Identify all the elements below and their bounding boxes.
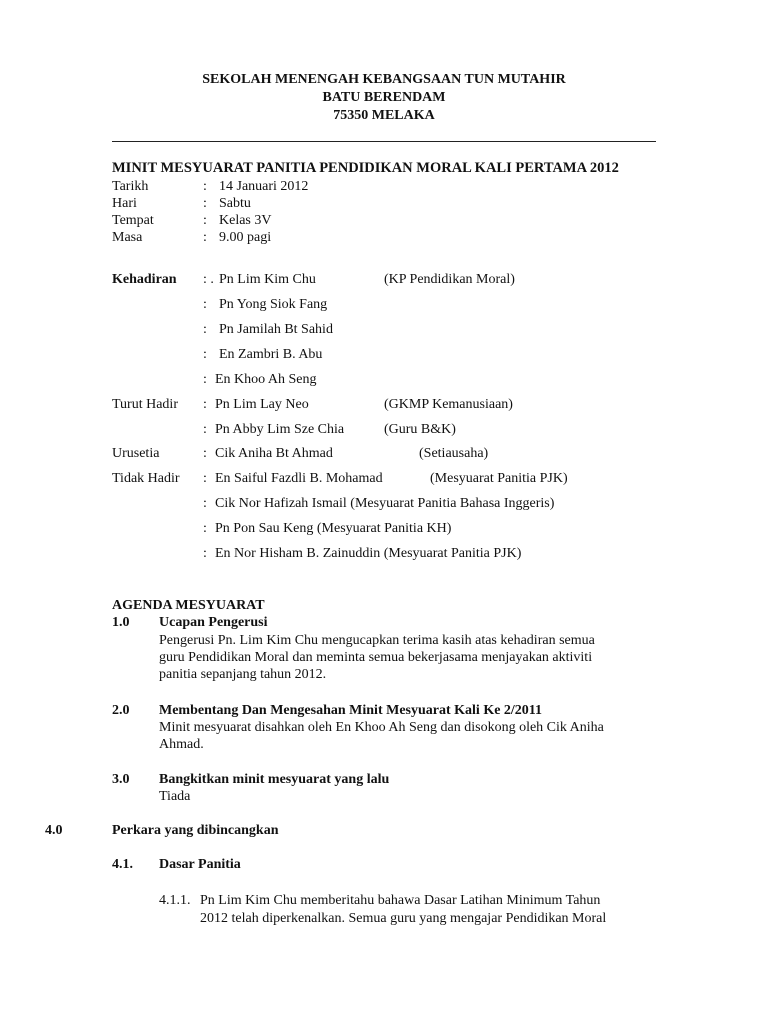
attendee-separator: : [203, 422, 207, 437]
agenda-subnumber: 4.1. [112, 857, 133, 872]
agenda-text-line: Pn Lim Kim Chu memberitahu bahawa Dasar Latihan Minimum Tahun [200, 893, 601, 908]
attendee-separator: : . [203, 272, 214, 287]
absentee-separator: : [203, 471, 207, 486]
attendee-separator: : [203, 372, 207, 387]
info-label: Tarikh [112, 179, 149, 194]
attendee-separator: : [203, 347, 207, 362]
info-label: Hari [112, 196, 137, 211]
absentee-name: En Saiful Fazdli B. Mohamad [215, 471, 383, 486]
school-postcode: 75350 MELAKA [333, 108, 435, 123]
attendee-role: (GKMP Kemanusiaan) [384, 397, 513, 412]
school-name: SEKOLAH MENENGAH KEBANGSAAN TUN MUTAHIR [202, 72, 566, 87]
absentee-separator: : [203, 496, 207, 511]
kehadiran-label: Kehadiran [112, 272, 177, 287]
attendee-name: Pn Abby Lim Sze Chia [215, 422, 345, 437]
attendee-separator: : [203, 297, 207, 312]
attendee-separator: : [203, 322, 207, 337]
attendee-name: En Zambri B. Abu [219, 347, 323, 362]
absentee-separator: : [203, 521, 207, 536]
attendee-name: En Khoo Ah Seng [215, 372, 317, 387]
header-divider [112, 141, 656, 142]
info-separator: : [203, 179, 207, 194]
agenda-number: 2.0 [112, 703, 130, 718]
tidak-hadir-label: Tidak Hadir [112, 471, 180, 486]
attendee-name: Pn Lim Lay Neo [215, 397, 309, 412]
agenda-text-line: panitia sepanjang tahun 2012. [159, 667, 327, 682]
agenda-text-line: guru Pendidikan Moral dan meminta semua bekerjasama menjayakan aktiviti [159, 650, 593, 665]
info-separator: : [203, 230, 207, 245]
agenda-text-line: Pengerusi Pn. Lim Kim Chu mengucapkan terima kasih atas kehadiran semua [159, 633, 595, 648]
agenda-title: Membentang Dan Mengesahan Minit Mesyuarat Kali Ke 2/2011 [159, 703, 543, 718]
agenda-text-line: Tiada [159, 789, 191, 804]
agenda-subsubnumber: 4.1.1. [159, 893, 191, 908]
info-label: Masa [112, 230, 143, 245]
attendee-name: Pn Yong Siok Fang [219, 297, 328, 312]
agenda-text-line: Ahmad. [159, 737, 204, 752]
info-value: Sabtu [219, 196, 251, 211]
agenda-number: 4.0 [45, 823, 63, 838]
info-separator: : [203, 196, 207, 211]
agenda-title: Perkara yang dibincangkan [112, 823, 279, 838]
attendee-role: (Setiausaha) [419, 446, 489, 461]
turut-hadir-label: Turut Hadir [112, 397, 178, 412]
agenda-heading: AGENDA MESYUARAT [112, 598, 265, 613]
document-title: MINIT MESYUARAT PANITIA PENDIDIKAN MORAL KALI PERTAMA 2012 [112, 160, 619, 176]
attendee-name: Pn Lim Kim Chu [219, 272, 316, 287]
info-label: Tempat [112, 213, 154, 228]
absentee-reason: (Mesyuarat Panitia PJK) [430, 471, 568, 486]
absentee-name: Cik Nor Hafizah Ismail (Mesyuarat Panitia Bahasa Inggeris) [215, 496, 555, 511]
agenda-text-line: Minit mesyuarat disahkan oleh En Khoo Ah Seng dan disokong oleh Cik Aniha [159, 720, 604, 735]
agenda-number: 3.0 [112, 772, 130, 787]
info-separator: : [203, 213, 207, 228]
info-value: 9.00 pagi [219, 230, 272, 245]
absentee-separator: : [203, 546, 207, 561]
agenda-title: Ucapan Pengerusi [159, 615, 268, 630]
attendee-role: (KP Pendidikan Moral) [384, 272, 515, 287]
info-value: 14 Januari 2012 [219, 179, 309, 194]
attendee-name: Cik Aniha Bt Ahmad [215, 446, 333, 461]
absentee-name: En Nor Hisham B. Zainuddin (Mesyuarat Panitia PJK) [215, 546, 522, 561]
info-value: Kelas 3V [219, 213, 272, 228]
absentee-name: Pn Pon Sau Keng (Mesyuarat Panitia KH) [215, 521, 452, 536]
school-place: BATU BERENDAM [322, 90, 446, 105]
attendee-name: Pn Jamilah Bt Sahid [219, 322, 333, 337]
attendee-role: (Guru B&K) [384, 422, 456, 437]
agenda-number: 1.0 [112, 615, 130, 630]
agenda-text-line: 2012 telah diperkenalkan. Semua guru yang mengajar Pendidikan Moral [200, 911, 607, 926]
agenda-subtitle: Dasar Panitia [159, 857, 241, 872]
attendee-separator: : [203, 397, 207, 412]
agenda-title: Bangkitkan minit mesyuarat yang lalu [159, 772, 390, 787]
attendee-separator: : [203, 446, 207, 461]
urusetia-label: Urusetia [112, 446, 160, 461]
